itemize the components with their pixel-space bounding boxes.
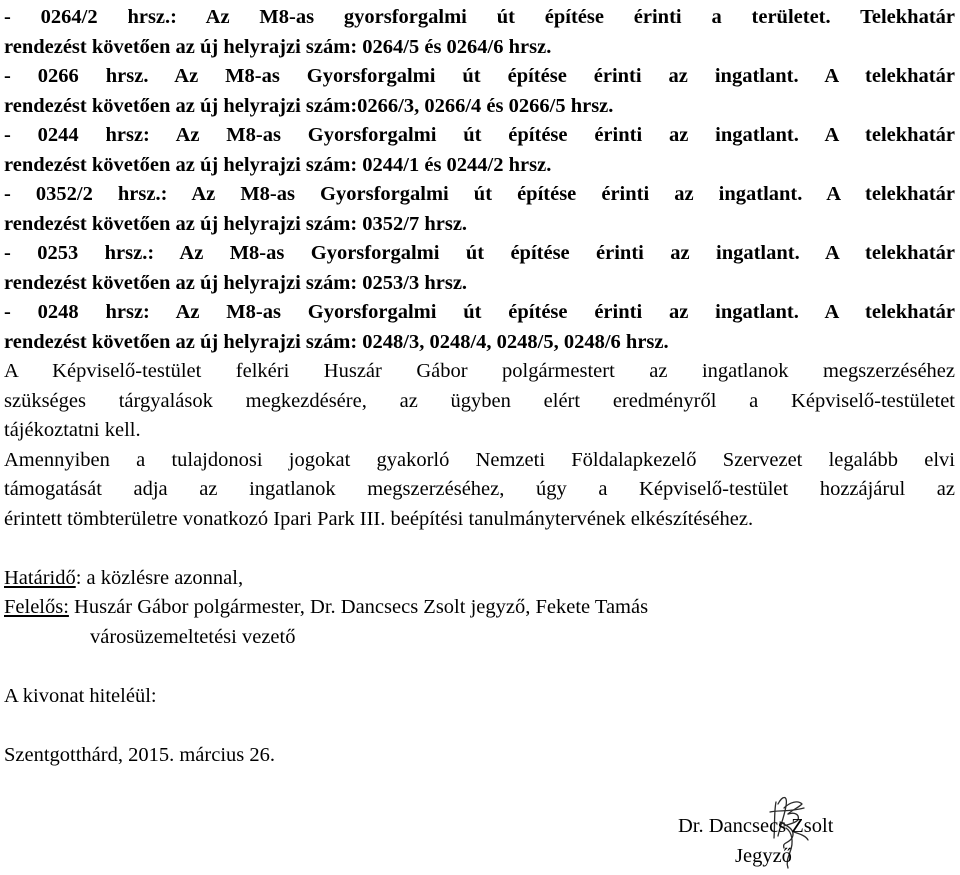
spacer xyxy=(4,534,955,564)
responsible-continuation: városüzemeltetési vezető xyxy=(90,625,296,648)
paragraph-line: tájékoztatni kell. xyxy=(4,419,141,441)
deadline-label: Határidő xyxy=(4,566,76,589)
paragraph-line: szükséges tárgyalások megkezdésére, az ügyben elért eredményről a Képviselő-testületet xyxy=(4,389,955,412)
item-line: rendezést követően az új helyrajzi szám: 0253/3 hrsz. xyxy=(4,271,468,294)
signature-block xyxy=(640,792,940,875)
spacer xyxy=(4,652,955,682)
item-0266 xyxy=(4,62,955,121)
responsible-label: Felelős: xyxy=(4,596,69,618)
item-line: - 0264/2 hrsz.: Az M8-as gyorsforgalmi út építése érinti a területet. Telekhatár xyxy=(4,6,955,28)
item-line: - 0244 hrsz: Az M8-as Gyorsforgalmi út építése érinti az ingatlant. A telekhatár xyxy=(4,124,955,146)
paragraph-line: A Képviselő-testület felkéri Huszár Gábor polgármestert az ingatlanok megszerzéséhez xyxy=(4,360,955,382)
deadline-value: : a közlésre azonnal, xyxy=(75,566,244,589)
paragraph-negotiation xyxy=(4,357,955,446)
item-0253 xyxy=(4,239,955,298)
paragraph-line: Amennyiben a tulajdonosi jogokat gyakorló Nemzeti Földalapkezelő Szervezet legalább elvi xyxy=(4,448,955,471)
place-date: Szentgotthárd, 2015. március 26. xyxy=(4,743,276,766)
responsible-line xyxy=(4,593,955,623)
paragraph-line: támogatását adja az ingatlanok megszerzéséhez, úgy a Képviselő-testület hozzájárul az xyxy=(4,478,955,500)
item-line: rendezést követően az új helyrajzi szám: 0248/3, 0248/4, 0248/5, 0248/6 hrsz. xyxy=(4,330,669,353)
item-0352-2 xyxy=(4,180,955,239)
item-line: - 0253 hrsz.: Az M8-as Gyorsforgalmi út építése érinti az ingatlant. A telekhatár xyxy=(4,242,955,264)
signatory-name: Dr. Dancsecs Zsolt xyxy=(678,815,834,837)
item-0248 xyxy=(4,298,955,357)
paragraph-line: érintett tömbterületre vonatkozó Ipari Park III. beépítési tanulmánytervének elkészítéséhez. xyxy=(4,507,754,530)
item-line: - 0352/2 hrsz.: Az M8-as Gyorsforgalmi út építése érinti az ingatlant. A telekhatár xyxy=(4,183,955,205)
item-line: - 0266 hrsz. Az M8-as Gyorsforgalmi út építése érinti az ingatlant. A telekhatár xyxy=(4,65,955,87)
responsible-value: Huszár Gábor polgármester, Dr. Dancsecs Zsolt jegyző, Fekete Tamás xyxy=(68,596,649,618)
paragraph-consent xyxy=(4,446,955,535)
item-line: - 0248 hrsz: Az M8-as Gyorsforgalmi út építése érinti az ingatlant. A telekhatár xyxy=(4,301,955,323)
item-0244 xyxy=(4,121,955,180)
item-0264-2 xyxy=(4,3,955,62)
excerpt-label: A kivonat hiteléül: xyxy=(4,684,157,707)
item-line: rendezést követően az új helyrajzi szám: 0264/5 és 0264/6 hrsz. xyxy=(4,35,552,58)
signatory-title: Jegyző xyxy=(735,845,792,867)
deadline-line xyxy=(4,564,955,594)
item-line: rendezést követően az új helyrajzi szám:0266/3, 0266/4 és 0266/5 hrsz. xyxy=(4,94,614,117)
item-line: rendezést követően az új helyrajzi szám: 0244/1 és 0244/2 hrsz. xyxy=(4,153,552,176)
spacer xyxy=(4,711,955,741)
document-body xyxy=(4,3,955,770)
item-line: rendezést követően az új helyrajzi szám: 0352/7 hrsz. xyxy=(4,212,468,235)
